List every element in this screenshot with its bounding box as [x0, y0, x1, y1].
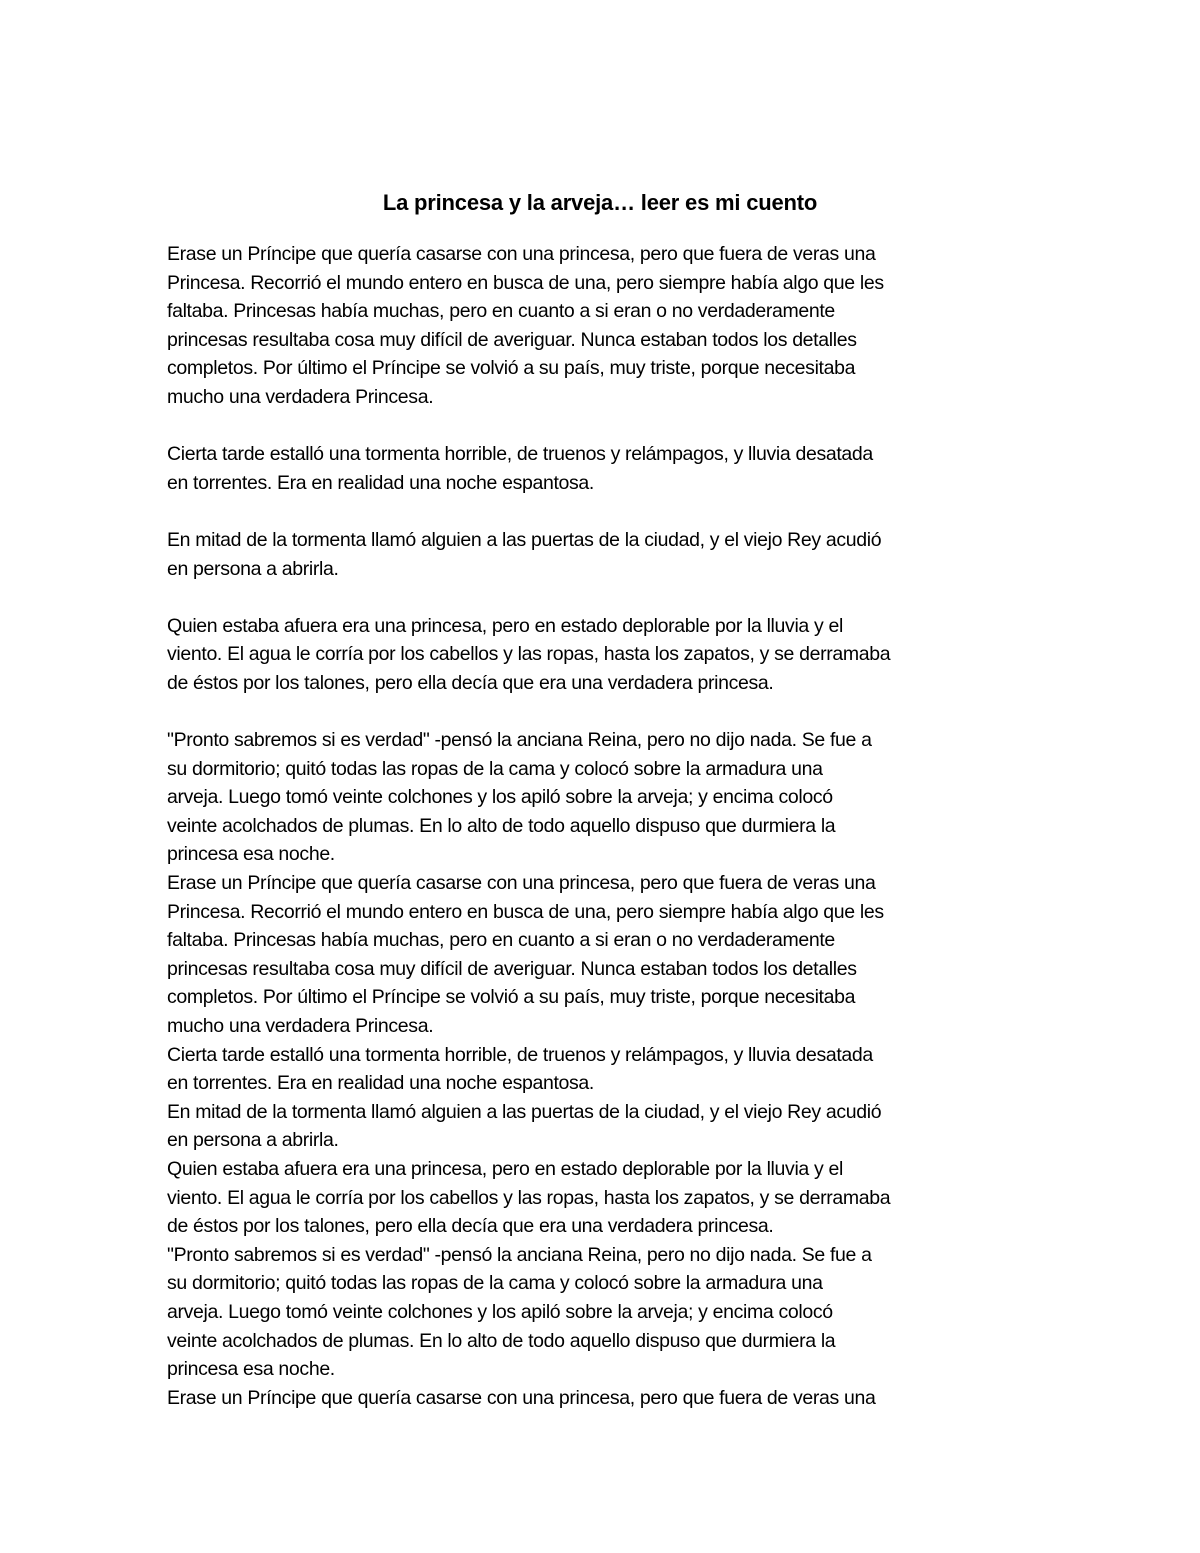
paragraph-gap: [167, 583, 1037, 612]
text-line: en torrentes. Era en realidad una noche espantosa.: [167, 471, 594, 494]
text-line: "Pronto sabremos si es verdad" -pensó la anciana Reina, pero no dijo nada. Se fue a: [167, 729, 872, 752]
text-line: en persona a abrirla.: [167, 557, 339, 580]
text-line: Erase un Príncipe que quería casarse con una princesa, pero que fuera de veras una: [167, 1386, 876, 1409]
text-line: Cierta tarde estalló una tormenta horrible, de truenos y relámpagos, y lluvia desatada: [167, 1043, 873, 1066]
text-line: en persona a abrirla.: [167, 1129, 339, 1152]
text-line: Quien estaba afuera era una princesa, pero en estado deplorable por la lluvia y el: [167, 614, 843, 637]
text-line: de éstos por los talones, pero ella decía que era una verdadera princesa.: [167, 671, 774, 694]
text-line: su dormitorio; quitó todas las ropas de la cama y colocó sobre la armadura una: [167, 1272, 823, 1295]
text-line: completos. Por último el Príncipe se volvió a su país, muy triste, porque necesitaba: [167, 986, 856, 1009]
paragraph-gap: [167, 497, 1037, 526]
text-line: En mitad de la tormenta llamó alguien a las puertas de la ciudad, y el viejo Rey acudió: [167, 1100, 882, 1123]
text-line: princesas resultaba cosa muy difícil de averiguar. Nunca estaban todos los detalles: [167, 957, 857, 980]
text-line: Erase un Príncipe que quería casarse con una princesa, pero que fuera de veras una: [167, 243, 876, 265]
text-line: viento. El agua le corría por los cabellos y las ropas, hasta los zapatos, y se derramaba: [167, 643, 891, 666]
text-line: arveja. Luego tomó veinte colchones y los apiló sobre la arveja; y encima colocó: [167, 1300, 833, 1323]
document-body: [167, 240, 1037, 1412]
text-line: viento. El agua le corría por los cabellos y las ropas, hasta los zapatos, y se derramaba: [167, 1186, 891, 1209]
text-line: arveja. Luego tomó veinte colchones y los apiló sobre la arveja; y encima colocó: [167, 786, 833, 809]
text-line: Princesa. Recorrió el mundo entero en busca de una, pero siempre había algo que les: [167, 900, 884, 923]
text-line: princesa esa noche.: [167, 1358, 335, 1381]
text-line: princesa esa noche.: [167, 843, 335, 866]
document-title: La princesa y la arveja… leer es mi cuento: [382, 190, 818, 215]
text-line: completos. Por último el Príncipe se volvió a su país, muy triste, porque necesitaba: [167, 357, 856, 380]
text-line: su dormitorio; quitó todas las ropas de la cama y colocó sobre la armadura una: [167, 757, 823, 780]
text-line: faltaba. Princesas había muchas, pero en cuanto a si eran o no verdaderamente: [167, 929, 835, 952]
text-line: de éstos por los talones, pero ella decía que era una verdadera princesa.: [167, 1215, 774, 1238]
text-line: princesas resultaba cosa muy difícil de averiguar. Nunca estaban todos los detalles: [167, 328, 857, 351]
text-line: Erase un Príncipe que quería casarse con una princesa, pero que fuera de veras una: [167, 872, 876, 895]
text-line: Cierta tarde estalló una tormenta horrible, de truenos y relámpagos, y lluvia desatada: [167, 443, 873, 466]
text-line: en torrentes. Era en realidad una noche espantosa.: [167, 1072, 594, 1095]
text-line: Princesa. Recorrió el mundo entero en busca de una, pero siempre había algo que les: [167, 271, 884, 294]
text-line: Quien estaba afuera era una princesa, pero en estado deplorable por la lluvia y el: [167, 1158, 843, 1180]
text-line: veinte acolchados de plumas. En lo alto de todo aquello dispuso que durmiera la: [167, 814, 836, 837]
text-line: mucho una verdadera Princesa.: [167, 1015, 434, 1038]
text-line: "Pronto sabremos si es verdad" -pensó la anciana Reina, pero no dijo nada. Se fue a: [167, 1243, 872, 1266]
text-line: faltaba. Princesas había muchas, pero en cuanto a si eran o no verdaderamente: [167, 300, 835, 323]
paragraph-gap: [167, 412, 1037, 441]
text-line: veinte acolchados de plumas. En lo alto de todo aquello dispuso que durmiera la: [167, 1329, 836, 1352]
text-line: En mitad de la tormenta llamó alguien a las puertas de la ciudad, y el viejo Rey acudió: [167, 528, 882, 551]
paragraph-gap: [167, 698, 1037, 727]
text-line: mucho una verdadera Princesa.: [167, 385, 434, 408]
